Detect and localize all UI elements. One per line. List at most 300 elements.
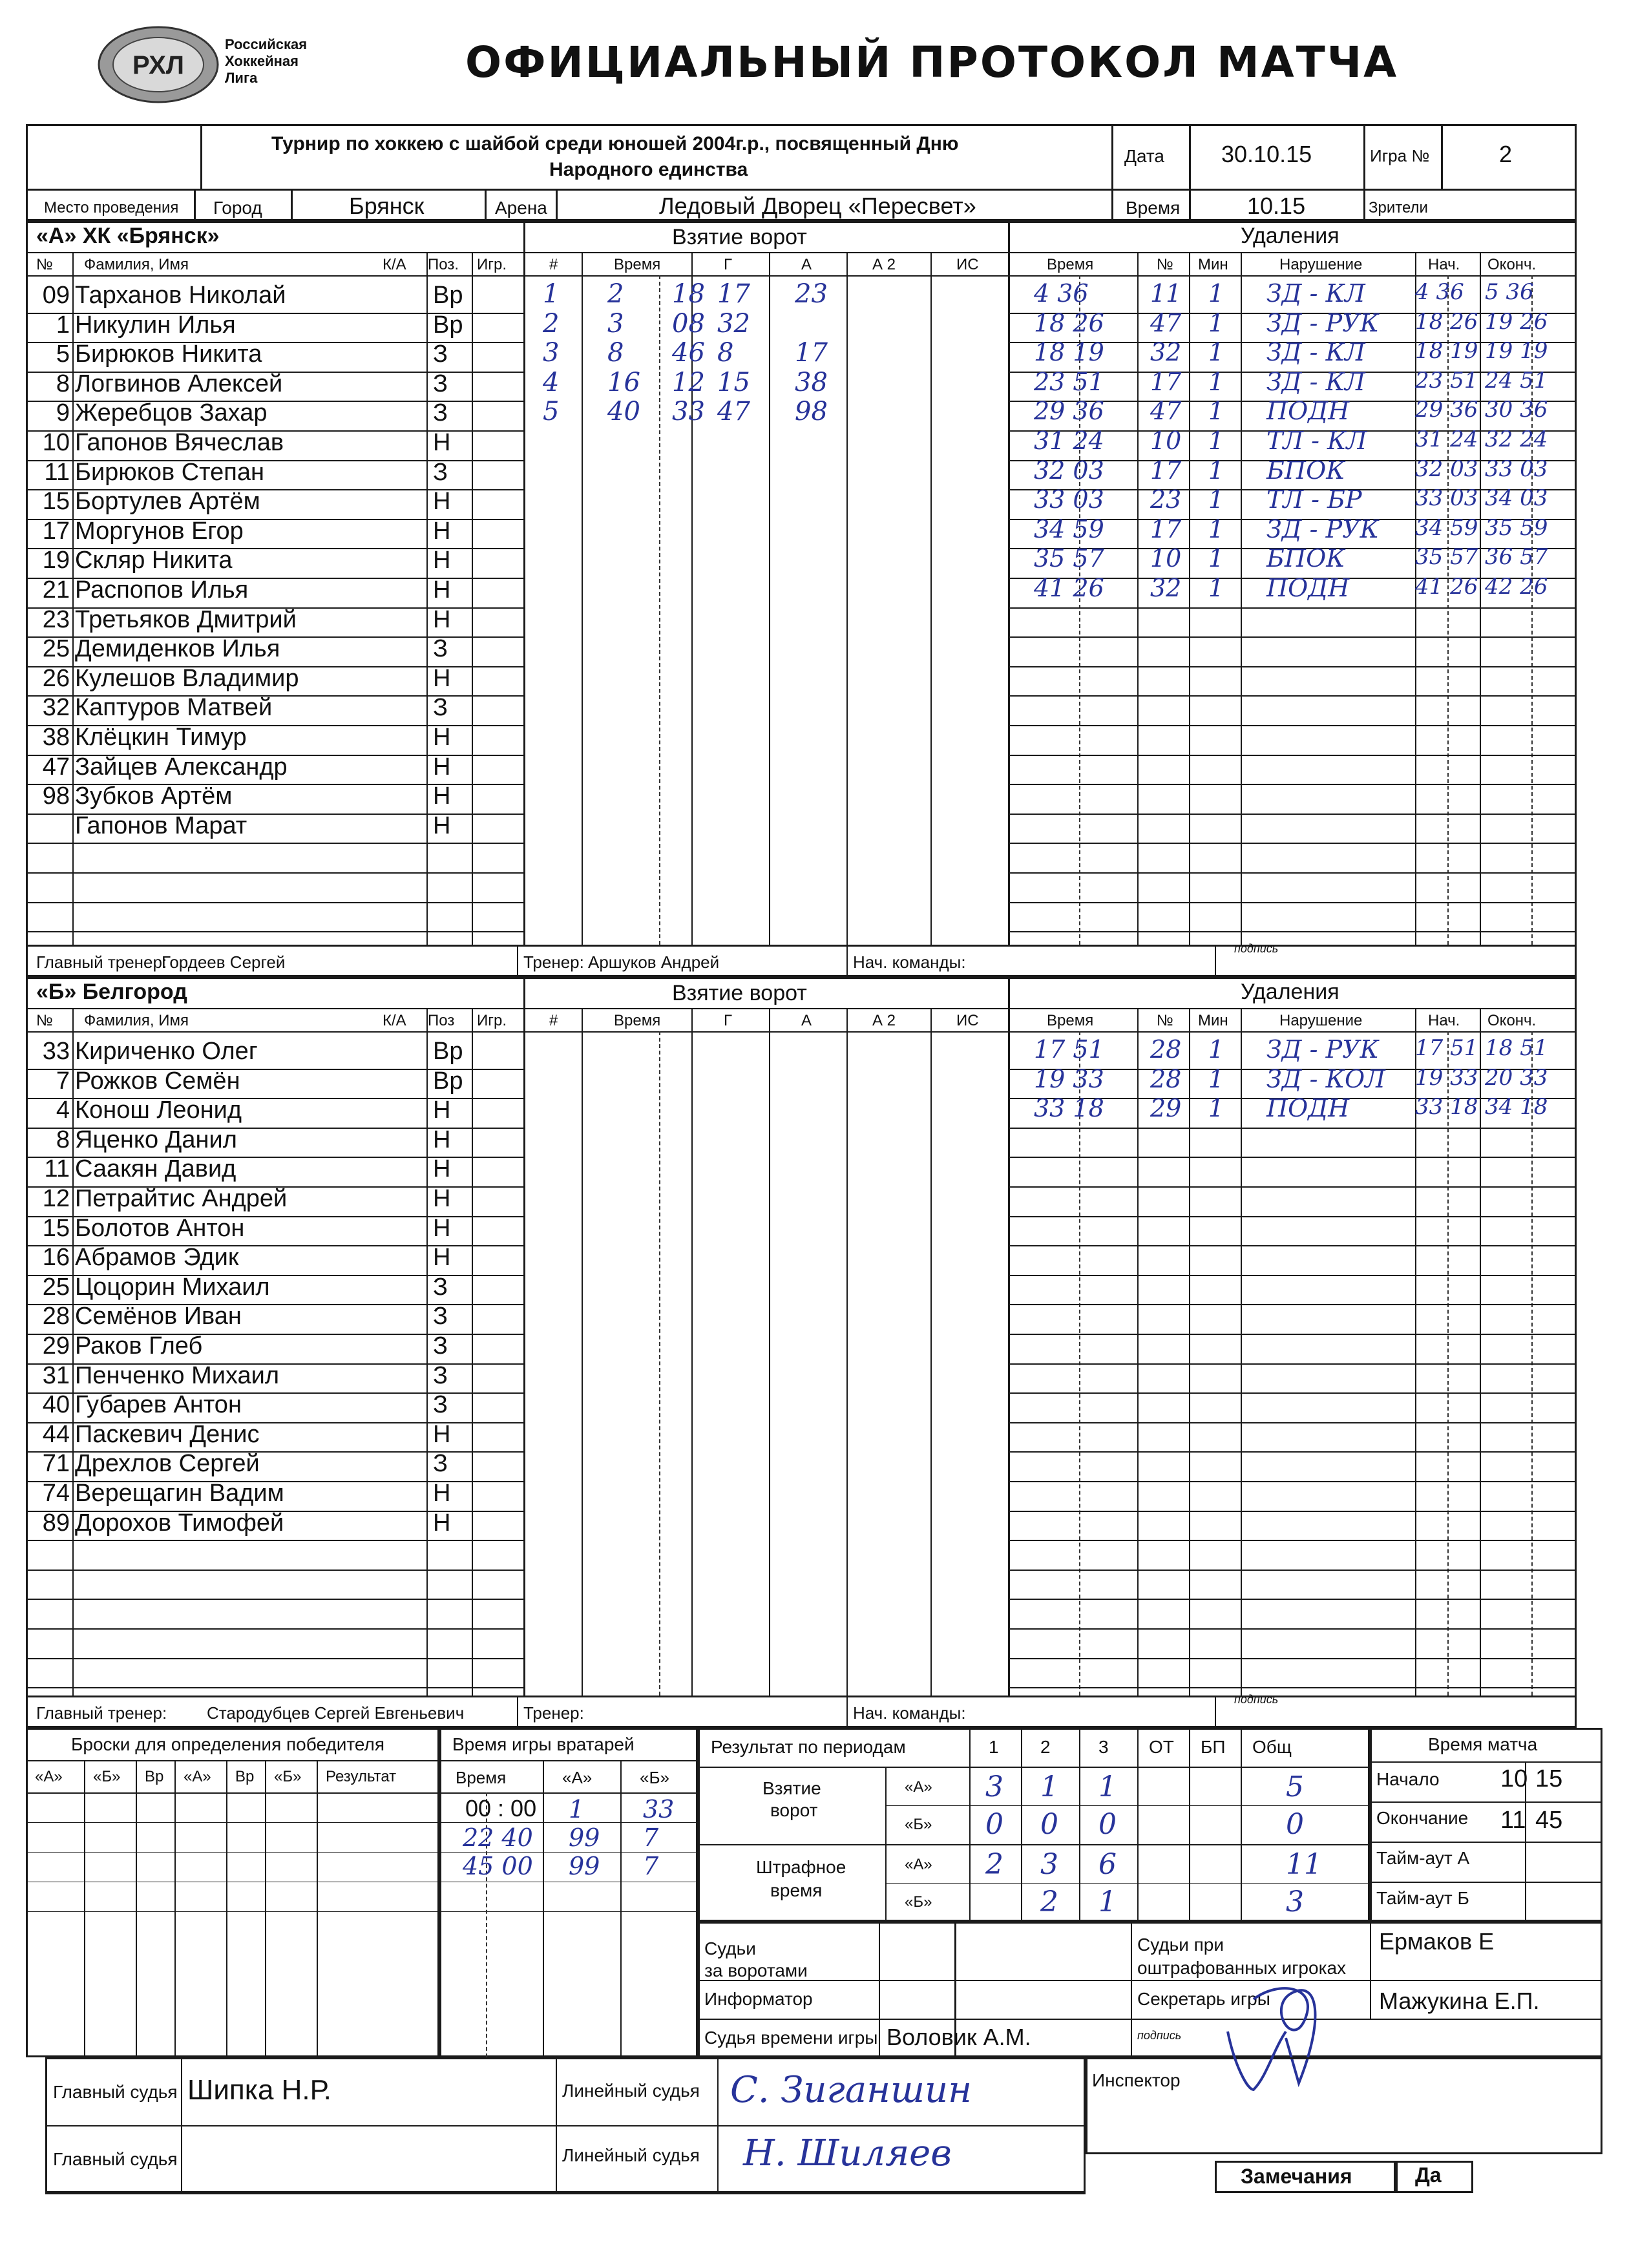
secretary-label: Секретарь игры: [1137, 1989, 1270, 2009]
player-row: [26, 1362, 523, 1392]
penalty-num: 17: [1150, 367, 1182, 396]
player-number: 89: [42, 1509, 70, 1537]
divider-line: [846, 252, 848, 275]
penalty-min: 1: [1208, 1035, 1224, 1064]
divider-line: [769, 252, 770, 275]
divider-line: [698, 1844, 1370, 1845]
penalty-judges-label: оштрафованных игроках: [1137, 1958, 1347, 1978]
player-number: 17: [42, 517, 70, 545]
divider-line: [885, 1883, 1370, 1884]
divider-line: [1241, 1728, 1242, 1922]
player-position: З: [433, 1361, 448, 1389]
col-ka-header: К/А: [383, 1012, 406, 1029]
player-row: [26, 812, 523, 842]
divider-line: [439, 1911, 698, 1912]
col-games-header: Игр.: [477, 256, 507, 273]
signature-label: подпись: [1137, 2029, 1182, 2042]
period-value: 6: [1098, 1848, 1117, 1881]
city-value: Брянск: [349, 193, 425, 219]
player-row: [26, 488, 523, 518]
goals-col-header: ИС: [956, 1012, 979, 1029]
team-b-tag: «Б»: [905, 1893, 932, 1911]
goalie-change-time: 00 : 00: [465, 1795, 537, 1822]
divider-line: [846, 1696, 848, 1728]
player-number: 4: [56, 1097, 70, 1124]
player-position: З: [433, 694, 448, 722]
player-position: Н: [433, 782, 451, 810]
penalty-end: 30 36: [1485, 397, 1548, 423]
goals-col-header: #: [549, 256, 558, 273]
divider-line: [1241, 1008, 1242, 1696]
goal-n: 5: [543, 397, 560, 427]
player-row: [26, 1303, 523, 1332]
penalty-min: 1: [1208, 1064, 1224, 1093]
row-line: [1008, 1186, 1577, 1188]
goalie-change-time: 45 00: [463, 1852, 533, 1880]
penalty-min: 1: [1208, 485, 1224, 514]
row-line: [1008, 1157, 1577, 1158]
divider-line: [846, 945, 848, 977]
chief-referee-label: Главный судья: [53, 2082, 178, 2102]
tournament-line2: Народного единства: [549, 159, 748, 180]
row-line: [26, 1687, 523, 1688]
player-number: 15: [42, 1214, 70, 1242]
row-line: [26, 872, 523, 874]
player-name: Болотов Антон: [75, 1214, 245, 1242]
penalty-min: 1: [1208, 279, 1224, 308]
divider-line: [26, 1760, 439, 1761]
divider-line: [1189, 1728, 1190, 1922]
divider-line: [26, 1696, 1577, 1697]
col-games-header: Игр.: [477, 1012, 507, 1029]
player-name: Логвинов Алексей: [75, 370, 283, 397]
row-line: [26, 843, 523, 844]
row-line: [1008, 1304, 1577, 1305]
penalty-min: 1: [1208, 338, 1224, 367]
player-number: 19: [42, 547, 70, 574]
team-a-tag: «А»: [905, 1778, 932, 1796]
player-position: Н: [433, 547, 451, 574]
game-number-value: 2: [1499, 141, 1513, 167]
player-name: Кириченко Олег: [75, 1038, 258, 1065]
divider-line: [26, 1822, 439, 1823]
player-number: 32: [42, 694, 70, 722]
penalty-num: 47: [1150, 397, 1182, 426]
period-value: 0: [1286, 1808, 1304, 1841]
player-name: Дрехлов Сергей: [75, 1450, 260, 1478]
goal-sec: 08: [672, 308, 705, 339]
player-row: [26, 429, 523, 459]
penalty-time: 18 26: [1034, 308, 1104, 337]
player-number: 09: [42, 282, 70, 309]
player-row: [26, 753, 523, 783]
player-number: 98: [42, 782, 70, 810]
spectators-label: Зрители: [1369, 199, 1428, 216]
penalties-col-header: Оконч.: [1487, 1012, 1537, 1029]
col-ka-header: К/А: [383, 256, 406, 273]
penalties-col-header: Время: [1047, 256, 1094, 273]
player-row: [26, 665, 523, 695]
timekeeper-label: Судья времени игры: [704, 2028, 878, 2048]
penalty-min: 1: [1208, 514, 1224, 543]
player-position: Н: [433, 429, 451, 456]
player-name: Жеребцов Захар: [75, 399, 268, 427]
player-number: 28: [42, 1303, 70, 1330]
player-row: [26, 724, 523, 753]
divider-line: [769, 275, 770, 945]
row-line: [1008, 1599, 1577, 1600]
start-label: Начало: [1376, 1769, 1440, 1789]
penalty-time: 33 18: [1034, 1094, 1104, 1123]
penalty-viol: ЗД - КЛ: [1266, 367, 1365, 396]
penalty-viol: ЗД - КОЛ: [1266, 1064, 1385, 1093]
row-line: [1008, 1570, 1577, 1571]
player-row: [26, 1155, 523, 1185]
goals-col-header: Г: [724, 1012, 732, 1029]
linesman-2-name: Н. Шиляев: [743, 2132, 952, 2174]
penalty-end: 24 51: [1485, 367, 1548, 394]
penalty-min: 1: [1208, 544, 1224, 573]
divider-line: [1480, 1008, 1481, 1696]
player-name: Рожков Семён: [75, 1067, 240, 1095]
player-position: Н: [433, 488, 451, 516]
player-number: 12: [42, 1185, 70, 1212]
penalty-time: 31 24: [1034, 426, 1104, 455]
penalty-min: 1: [1208, 456, 1224, 485]
divider-line: [1131, 1922, 1132, 2057]
divider-line: [439, 1760, 698, 1761]
divider-line: [439, 1792, 698, 1794]
player-position: З: [433, 370, 448, 397]
period-value: 0: [985, 1808, 1003, 1841]
divider-line: [26, 1911, 439, 1912]
shootout-col-header: «Б»: [93, 1768, 121, 1785]
player-name: Тарханов Николай: [75, 282, 286, 309]
time-value: 10.15: [1247, 193, 1306, 219]
penalty-min: 1: [1208, 426, 1224, 455]
player-row: [26, 547, 523, 576]
player-row: [26, 1332, 523, 1362]
divider-line: [26, 275, 1577, 277]
divider-line: [1021, 1728, 1022, 1922]
team-title: «А» ХК «Брянск»: [36, 224, 220, 248]
coach-name: Аршуков Андрей: [588, 952, 720, 972]
city-label: Город: [213, 198, 262, 218]
player-position: Н: [433, 1244, 451, 1272]
page-title: ОФИЦИАЛЬНЫЙ ПРОТОКОЛ МАТЧА: [465, 37, 1399, 87]
player-position: Вр: [433, 1038, 463, 1065]
linesman-label: Линейный судья: [562, 2081, 700, 2101]
match-time-title: Время матча: [1428, 1734, 1538, 1754]
divider-line: [26, 1008, 1577, 1009]
penalty-num: 17: [1150, 514, 1182, 543]
team-title: «Б» Белгород: [36, 980, 187, 1004]
player-position: Н: [433, 1185, 451, 1212]
head-coach-label: Главный тренер:: [36, 1703, 167, 1723]
player-name: Бирюков Степан: [75, 458, 264, 486]
divider-line: [26, 1792, 439, 1794]
pim-row-label: Штрафное: [756, 1857, 846, 1877]
player-name: Зайцев Александр: [75, 753, 288, 781]
period-value: 0: [1040, 1808, 1058, 1841]
divider-line: [517, 1696, 518, 1728]
goalie-b-number: 7: [643, 1823, 659, 1852]
player-row: [26, 1391, 523, 1421]
penalty-start: 41 26: [1415, 574, 1478, 600]
divider-line: [930, 252, 932, 275]
penalty-start: 4 36: [1415, 279, 1464, 305]
tournament-line1: Турнир по хоккею с шайбой среди юношей 2004г.р., посвященный Дню: [271, 133, 959, 154]
divider-line: [691, 252, 693, 275]
divider-line: [582, 252, 583, 275]
penalty-end: 18 51: [1485, 1035, 1548, 1061]
penalties-col-header: №: [1157, 1012, 1173, 1029]
player-name: Гапонов Марат: [75, 812, 247, 839]
penalty-start: 33 03: [1415, 485, 1478, 512]
player-number: 11: [44, 1155, 70, 1183]
period-col-header: БП: [1201, 1737, 1226, 1757]
player-position: Н: [433, 1509, 451, 1537]
penalty-time: 29 36: [1034, 397, 1104, 426]
goals-row-label: ворот: [770, 1800, 818, 1820]
penalty-viol: ЗД - КЛ: [1266, 279, 1365, 308]
informer-label: Информатор: [704, 1989, 813, 2009]
player-row: [26, 1067, 523, 1097]
divider-line: [930, 1031, 932, 1696]
remarks-value: Да: [1415, 2163, 1442, 2187]
player-row: [26, 311, 523, 341]
goal-n: 3: [543, 338, 560, 368]
date-label: Дата: [1124, 146, 1165, 166]
row-line: [26, 1628, 523, 1630]
penalty-viol: БПОК: [1266, 456, 1345, 485]
penalty-num: 10: [1150, 426, 1182, 455]
row-line: [1008, 931, 1577, 932]
player-number: 1: [56, 311, 70, 339]
goals-row-label: Взятие: [762, 1778, 821, 1798]
penalty-time: 35 57: [1034, 544, 1104, 573]
player-name: Распопов Илья: [75, 576, 249, 604]
divider-line: [769, 1008, 770, 1031]
penalty-num: 10: [1150, 544, 1182, 573]
team-b-section: [26, 977, 1577, 1728]
penalties-col-header: Мин: [1198, 256, 1228, 273]
goals-col-header: А 2: [872, 256, 896, 273]
player-position: Н: [433, 664, 451, 692]
player-position: Н: [433, 1420, 451, 1448]
divider-line: [582, 1008, 583, 1031]
shootout-title: Броски для определения победителя: [71, 1734, 385, 1754]
row-line: [26, 1599, 523, 1600]
goals-col-header: А: [801, 1012, 812, 1029]
player-position: Н: [433, 724, 451, 751]
row-line: [1008, 1128, 1577, 1129]
divider-line: [698, 2019, 1602, 2020]
player-name: Петрайтис Андрей: [75, 1185, 288, 1212]
player-name: Скляр Никита: [75, 547, 233, 574]
divider-line: [582, 275, 583, 945]
player-name: Раков Глеб: [75, 1332, 203, 1360]
player-name: Яценко Данил: [75, 1126, 237, 1153]
player-position: З: [433, 1391, 448, 1419]
goals-col-header: А 2: [872, 1012, 896, 1029]
penalty-start: 23 51: [1415, 367, 1478, 394]
divider-line: [317, 1760, 318, 2057]
player-number: 15: [42, 488, 70, 516]
row-line: [1008, 1481, 1577, 1482]
player-number: 25: [42, 1273, 70, 1301]
coach-label: Тренер:: [523, 1703, 584, 1723]
head-coach-label: Главный тренер:: [36, 952, 167, 972]
penalty-start: 18 26: [1415, 308, 1478, 335]
player-row: [26, 1215, 523, 1244]
player-name: Третьяков Дмитрий: [75, 605, 297, 633]
divider-line: [523, 221, 525, 945]
period-value: 1: [1098, 1770, 1117, 1803]
penalties-col-header: Нарушение: [1279, 256, 1363, 273]
penalties-section-title: Удаления: [1241, 980, 1339, 1004]
goalie-b-number: 7: [643, 1852, 659, 1880]
player-number: 16: [42, 1244, 70, 1272]
col-pos-header: Поз.: [428, 256, 459, 273]
goal-a: 17: [795, 338, 828, 368]
penalties-col-header: Нач.: [1428, 1012, 1460, 1029]
penalty-num: 28: [1150, 1035, 1182, 1064]
goal-a: 23: [795, 279, 828, 309]
divider-line: [265, 1760, 266, 2057]
player-number: 10: [42, 429, 70, 456]
signature-label: подпись: [1234, 942, 1279, 955]
period-value: 1: [1040, 1770, 1058, 1803]
penalty-num: 32: [1150, 338, 1182, 367]
start-minute: 15: [1535, 1765, 1563, 1792]
player-row: [26, 635, 523, 665]
divider-line: [969, 1728, 971, 1922]
goal-min: 8: [607, 338, 624, 368]
goal-g: 17: [717, 279, 750, 309]
row-line: [1008, 1451, 1577, 1453]
player-name: Зубков Артём: [75, 782, 233, 810]
start-hour: 10: [1500, 1765, 1528, 1792]
player-row: [26, 399, 523, 429]
col-pos-header: Поз: [428, 1012, 455, 1029]
row-line: [1008, 725, 1577, 726]
divider-line: [769, 1031, 770, 1696]
goal-a: 38: [795, 367, 828, 397]
penalty-time: 33 03: [1034, 485, 1104, 514]
player-row: [26, 1421, 523, 1451]
player-row: [26, 1126, 523, 1156]
remarks-label: Замечания: [1241, 2165, 1352, 2188]
player-position: Вр: [433, 311, 463, 339]
player-position: З: [433, 458, 448, 486]
player-name: Никулин Илья: [75, 311, 236, 339]
timekeeper-name: Воловик А.М.: [887, 2024, 1031, 2050]
player-position: Вр: [433, 282, 463, 309]
player-row: [26, 1274, 523, 1303]
penalty-start: 17 51: [1415, 1035, 1478, 1061]
penalties-col-header: Время: [1047, 1012, 1094, 1029]
goal-g: 8: [717, 338, 734, 368]
player-position: З: [433, 1273, 448, 1301]
divider-line: [1370, 1922, 1371, 2019]
divider-line: [930, 1008, 932, 1031]
divider-line: [1137, 252, 1139, 945]
coach-label: Тренер:: [523, 952, 584, 972]
divider-line: [45, 2125, 1086, 2126]
player-name: Паскевич Денис: [75, 1420, 260, 1448]
row-line: [1008, 1334, 1577, 1335]
row-line: [1008, 1658, 1577, 1659]
player-name: Кулешов Владимир: [75, 664, 299, 692]
penalty-end: 32 24: [1485, 426, 1548, 452]
arena-value: Ледовый Дворец «Пересвет»: [659, 193, 976, 219]
player-row: [26, 782, 523, 812]
goal-sec: 12: [672, 367, 705, 397]
divider-line: [1370, 1842, 1602, 1843]
player-name: Пенченко Михаил: [75, 1361, 280, 1389]
secretary-name: Мажукина Е.П.: [1379, 1988, 1540, 2014]
goalie-change-time: 22 40: [463, 1823, 533, 1852]
penalty-num: 47: [1150, 308, 1182, 337]
divider-line: [582, 1031, 583, 1696]
penalty-time: 41 26: [1034, 574, 1104, 602]
divider-line: [1137, 1728, 1139, 1922]
player-row: [26, 341, 523, 370]
player-position: Н: [433, 753, 451, 781]
player-number: 44: [42, 1420, 70, 1448]
row-line: [1008, 1392, 1577, 1394]
penalties-col-header: №: [1157, 256, 1173, 273]
player-number: 47: [42, 753, 70, 781]
row-line: [1008, 607, 1577, 609]
player-number: 8: [56, 1126, 70, 1153]
row-line: [1008, 872, 1577, 874]
goal-judges-label: за воротами: [704, 1960, 808, 1980]
penalty-viol: ПОДН: [1266, 397, 1350, 426]
period-value: 0: [1098, 1808, 1117, 1841]
pim-row-label: время: [770, 1880, 823, 1900]
penalty-viol: БПОК: [1266, 544, 1345, 573]
goals-section-title: Взятие ворот: [672, 225, 807, 249]
goals-col-header: Время: [614, 1012, 661, 1029]
penalty-time: 32 03: [1034, 456, 1104, 485]
goalie-a-number: 99: [569, 1823, 600, 1852]
period-col-header: ОТ: [1149, 1737, 1174, 1757]
penalty-judge-name: Ермаков Е: [1379, 1928, 1495, 1955]
penalty-start: 33 18: [1415, 1094, 1478, 1120]
goal-a: 98: [795, 397, 828, 427]
row-line: [26, 1570, 523, 1571]
row-line: [1008, 1628, 1577, 1630]
penalty-end: 42 26: [1485, 574, 1548, 600]
divider-line: [659, 275, 660, 945]
divider-line: [698, 1767, 1370, 1768]
goalie-a-number: 99: [569, 1852, 600, 1880]
goalie-time-title: Время игры вратарей: [452, 1734, 635, 1754]
penalty-start: 32 03: [1415, 456, 1478, 482]
penalty-num: 17: [1150, 456, 1182, 485]
penalties-col-header: Оконч.: [1487, 256, 1537, 273]
player-position: З: [433, 1332, 448, 1360]
penalty-end: 5 36: [1485, 279, 1534, 305]
player-position: З: [433, 399, 448, 427]
team-a-section: [26, 221, 1577, 977]
period-col-header: 1: [989, 1737, 999, 1757]
divider-line: [885, 1805, 1370, 1806]
goal-sec: 46: [672, 338, 705, 368]
penalty-viol: ПОДН: [1266, 574, 1350, 602]
